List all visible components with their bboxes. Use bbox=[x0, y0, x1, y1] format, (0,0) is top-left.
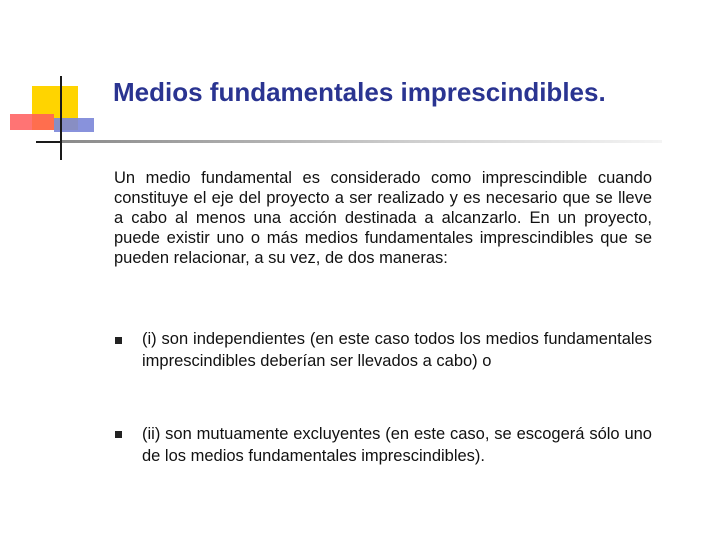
decor-vertical-line bbox=[60, 76, 62, 160]
intro-paragraph: Un medio fundamental es considerado como imprescindible cuando constituye el eje del proyecto a ser realizado y es necesario que se lleve a cabo al menos una acción destinada a alcanzarlo. En un proyecto, puede existir uno o más medios fundamentales imprescindibles que se pueden relacionar, a su vez, de dos maneras: bbox=[114, 169, 652, 267]
bullet-square-icon bbox=[115, 431, 122, 438]
bullet-item-independientes: (i) son independientes (en este caso todos los medios fundamentales imprescindibles deberían ser llevados a cabo) o bbox=[142, 330, 652, 370]
title-underline-rule bbox=[62, 140, 662, 143]
bullet-item-excluyentes: (ii) son mutuamente excluyentes (en este caso, se escogerá sólo uno de los medios fundamentales imprescindibles). bbox=[142, 425, 652, 465]
slide-title: Medios fundamentales imprescindibles. bbox=[113, 77, 606, 107]
bullet-square-icon bbox=[115, 337, 122, 344]
decor-red-bar bbox=[10, 114, 54, 130]
